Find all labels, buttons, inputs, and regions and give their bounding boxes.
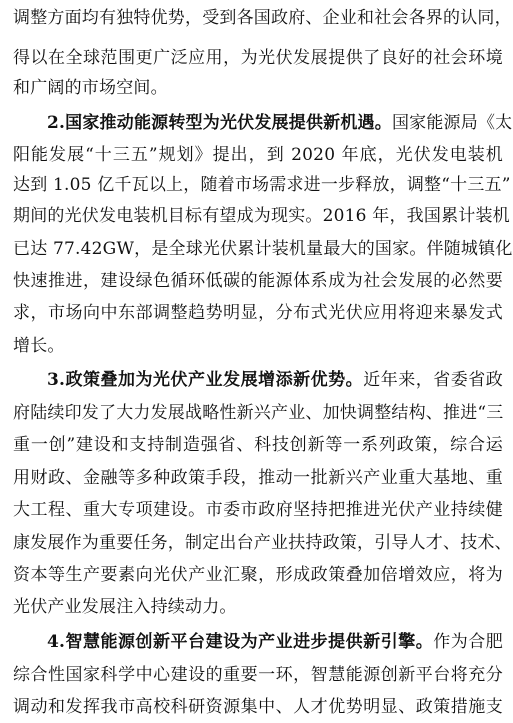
paragraph-2-line-6: 快速推进，建设绿色循环低碳的能源体系成为社会发展的必然要 [13,271,503,291]
paragraph-4-line-3: 调动和发挥我市高校科研资源集中、人才优势明显、政策措施支 [13,697,503,717]
paragraph-2-line-8: 增长。 [13,336,65,356]
paragraph-2-line-3: 达到 1.05 亿千瓦以上，随着市场需求进一步释放，调整“十三五” [13,175,511,195]
paragraph-3-line-6: 康发展作为重要任务，制定出台产业扶持政策，引导人才、技术、 [13,533,512,553]
paragraph-1-line-3: 和广阔的市场空间。 [13,78,168,98]
paragraph-3-line-8: 光伏产业发展注入持续动力。 [13,597,237,617]
paragraph-3-line-2: 府陆续印发了大力发展战略性新兴产业、加快调整结构、推进“三 [13,403,504,423]
paragraph-4-lead: 作为合肥 [433,632,503,652]
paragraph-3-line-4: 用财政、金融等多种政策手段，推动一批新兴产业重大基地、重 [13,468,503,488]
paragraph-2-line-2: 阳能发展“十三五”规划》提出，到 2020 年底，光伏发电装机 [13,145,503,165]
paragraph-4-line-1 [47,627,503,657]
paragraph-2-line-1 [47,108,513,138]
paragraph-3-line-5: 大工程、重大专项建设。市委市政府坚持把推进光伏产业持续健 [13,500,503,520]
paragraph-2-heading: 2.国家推动能源转型为光伏发展提供新机遇。 [47,113,392,133]
paragraph-3-lead: 近年来，省委省政 [363,370,503,390]
paragraph-2-line-4: 期间的光伏发电装机目标有望成为现实。2016 年，我国累计装机 [13,206,510,226]
paragraph-1-line-2: 得以在全球范围更广泛应用，为光伏发展提供了良好的社会环境 [13,48,503,68]
paragraph-2-lead: 国家能源局《太 [391,113,513,133]
paragraph-3-line-3: 重一创”建设和支持制造强省、科技创新等一系列政策，综合运 [13,435,503,455]
paragraph-3-line-1 [47,365,503,395]
paragraph-4-heading: 4.智慧能源创新平台建设为产业进步提供新引擎。 [47,632,434,652]
paragraph-3-line-7: 资本等生产要素向光伏产业汇聚，形成政策叠加倍增效应，将为 [13,565,503,585]
paragraph-3-heading: 3.政策叠加为光伏产业发展增添新优势。 [47,370,364,390]
paragraph-1-line-1: 调整方面均有独特优势，受到各国政府、企业和社会各界的认同， [13,8,512,28]
paragraph-2-line-5: 已达 77.42GW，是全球光伏累计装机量最大的国家。伴随城镇化 [13,239,513,259]
paragraph-2-line-7: 求，市场向中东部调整趋势明显，分布式光伏应用将迎来暴发式 [13,303,503,323]
paragraph-4-line-2: 综合性国家科学中心建设的重要一环，智慧能源创新平台将充分 [13,665,503,685]
